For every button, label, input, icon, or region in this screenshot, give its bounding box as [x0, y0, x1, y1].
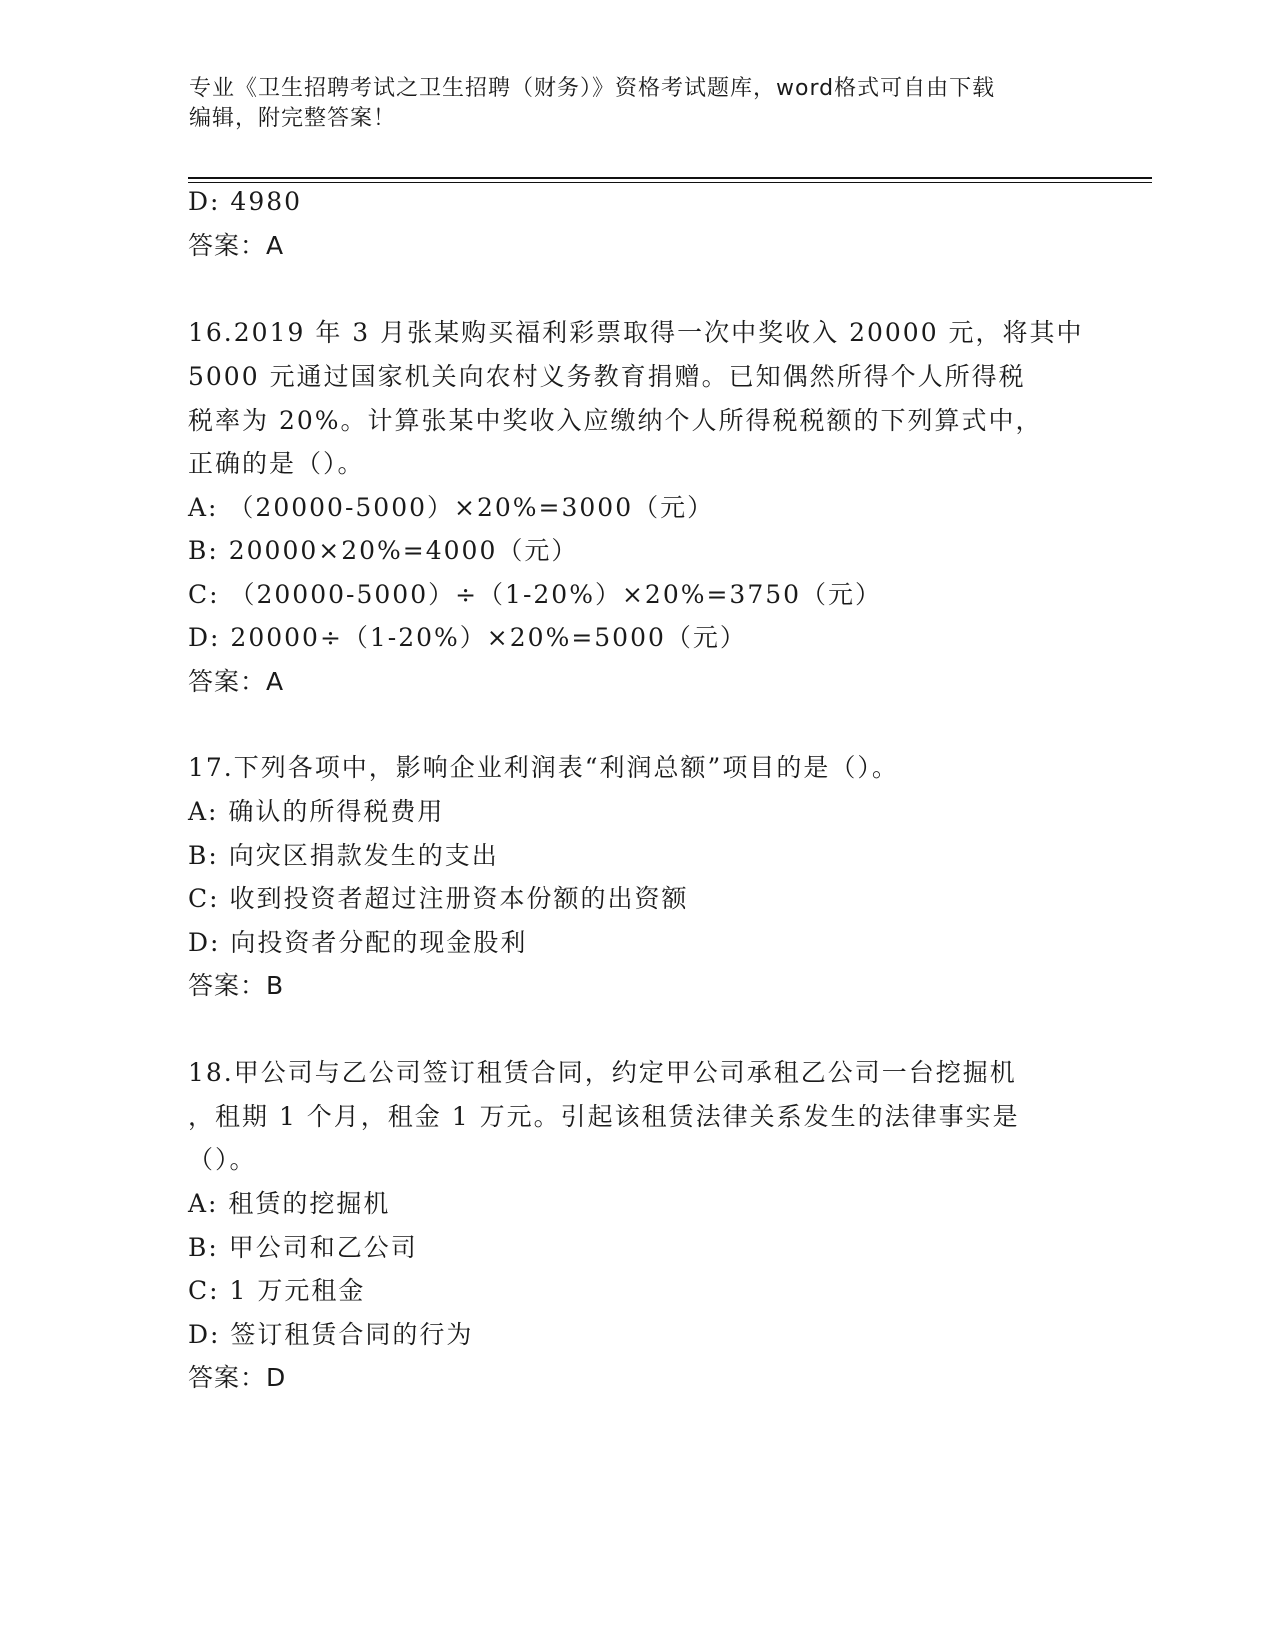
q16-stem-line-3: 税率为 20%。计算张某中奖收入应缴纳个人所得税税额的下列算式中，: [188, 406, 1043, 435]
q16-stem-line-4: 正确的是（）。: [188, 449, 365, 478]
q17-stem-line-1: 17.下列各项中，影响企业利润表“利润总额”项目的是（）。: [188, 753, 899, 782]
q17-answer: 答案：B: [188, 971, 285, 1000]
q18-option-a: A: 租赁的挖掘机: [188, 1189, 391, 1218]
q18-stem-line-2: ，租期 1 个月，租金 1 万元。引起该租赁法律关系发生的法律事实是: [188, 1102, 1020, 1131]
q18-stem-line-1: 18.甲公司与乙公司签订租赁合同，约定甲公司承租乙公司一台挖掘机: [188, 1058, 1017, 1087]
q16-stem-line-2: 5000 元通过国家机关向农村义务教育捐赠。已知偶然所得个人所得税: [188, 362, 1026, 391]
prev-option-d: D: 4980: [188, 187, 303, 216]
prev-answer: 答案：A: [188, 231, 285, 260]
q17-option-d: D: 向投资者分配的现金股利: [188, 928, 528, 957]
q16-option-c: C: （20000-5000）÷（1-20%）×20%=3750（元）: [188, 580, 883, 609]
q17-option-a: A: 确认的所得税费用: [188, 797, 445, 826]
q18-answer: 答案：D: [188, 1363, 287, 1392]
header-divider-thick: [188, 177, 1152, 179]
header-divider-thin: [188, 182, 1152, 183]
header-line-2: 编辑，附完整答案！: [189, 106, 397, 131]
q18-option-c: C: 1 万元租金: [188, 1276, 366, 1305]
q17-option-b: B: 向灾区捐款发生的支出: [188, 841, 499, 870]
q18-option-b: B: 甲公司和乙公司: [188, 1233, 418, 1262]
q18-option-d: D: 签订租赁合同的行为: [188, 1320, 474, 1349]
q16-option-a: A: （20000-5000）×20%=3000（元）: [188, 493, 715, 522]
q18-stem-line-3: （）。: [188, 1145, 257, 1174]
document-header: [189, 74, 1089, 134]
q16-stem-line-1: 16.2019 年 3 月张某购买福利彩票取得一次中奖收入 20000 元，将其中: [188, 318, 1084, 347]
q17-option-c: C: 收到投资者超过注册资本份额的出资额: [188, 884, 689, 913]
q16-option-b: B: 20000×20%=4000（元）: [188, 536, 579, 565]
header-line-1: 专业《卫生招聘考试之卫生招聘（财务）》资格考试题库，word格式可自由下载: [189, 76, 996, 101]
q16-option-d: D: 20000÷（1-20%）×20%=5000（元）: [188, 623, 747, 652]
q16-answer: 答案：A: [188, 667, 285, 696]
